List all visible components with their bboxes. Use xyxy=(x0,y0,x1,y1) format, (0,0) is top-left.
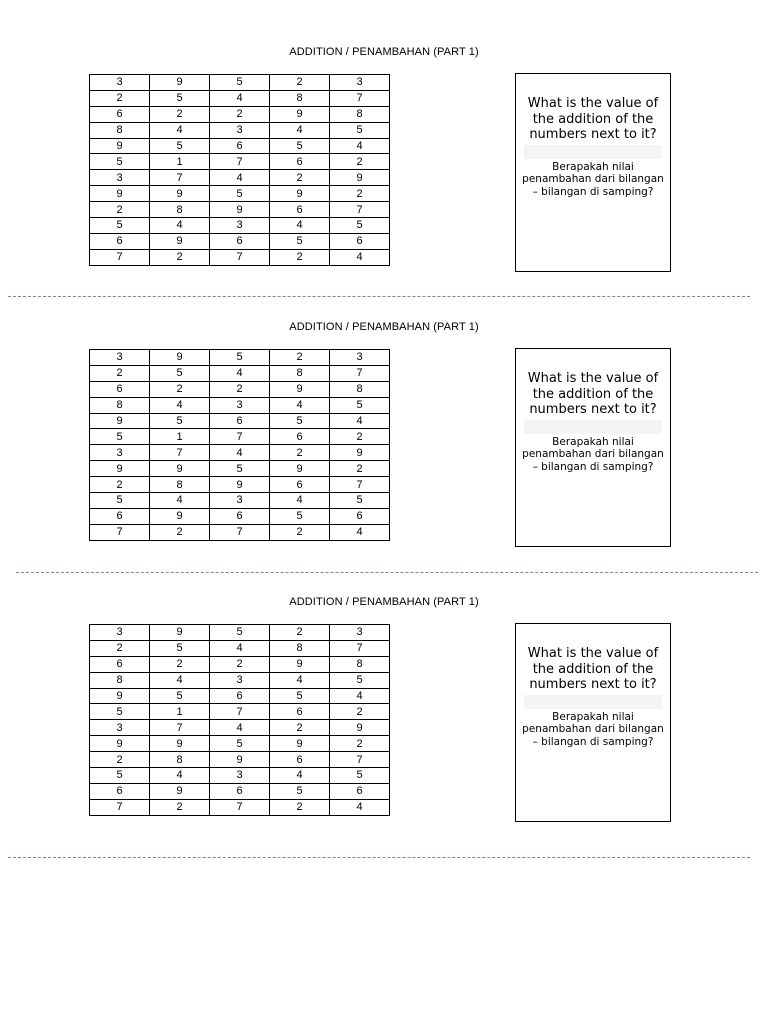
grid-row xyxy=(90,736,390,752)
grid-row xyxy=(90,493,390,509)
grid-cell: 5 xyxy=(150,138,210,154)
grid-row xyxy=(90,445,390,461)
grid-cell: 8 xyxy=(270,640,330,656)
question-indonesian: Berapakah nilai penambahan dari bilangan – bilangan di samping? xyxy=(522,160,664,198)
grid-row xyxy=(90,524,390,540)
grid-cell: 4 xyxy=(270,397,330,413)
grid-cell: 2 xyxy=(90,365,150,381)
grid-cell: 7 xyxy=(210,429,270,445)
grid-cell: 7 xyxy=(330,90,390,106)
grid-row xyxy=(90,768,390,784)
grid-row xyxy=(90,397,390,413)
grid-cell: 3 xyxy=(210,218,270,234)
grid-cell: 2 xyxy=(330,704,390,720)
grid-cell: 2 xyxy=(270,350,330,366)
number-grid xyxy=(89,74,390,266)
grid-cell: 9 xyxy=(270,656,330,672)
grid-cell: 9 xyxy=(150,461,210,477)
grid-cell: 8 xyxy=(150,202,210,218)
grid-cell: 6 xyxy=(210,233,270,249)
grid-cell: 4 xyxy=(150,122,210,138)
grid-cell: 6 xyxy=(330,783,390,799)
grid-cell: 5 xyxy=(270,508,330,524)
grid-cell: 2 xyxy=(150,381,210,397)
grid-cell: 6 xyxy=(90,381,150,397)
grid-cell: 6 xyxy=(210,688,270,704)
grid-row xyxy=(90,233,390,249)
grid-cell: 4 xyxy=(210,365,270,381)
grid-cell: 5 xyxy=(330,218,390,234)
grid-cell: 5 xyxy=(270,688,330,704)
grid-cell: 6 xyxy=(330,233,390,249)
grid-row xyxy=(90,249,390,265)
grid-cell: 5 xyxy=(270,783,330,799)
grid-cell: 5 xyxy=(270,138,330,154)
grid-cell: 8 xyxy=(330,106,390,122)
grid-cell: 3 xyxy=(90,170,150,186)
grid-cell: 7 xyxy=(210,799,270,815)
grid-cell: 2 xyxy=(270,75,330,91)
grid-cell: 8 xyxy=(330,381,390,397)
grid-cell: 3 xyxy=(330,350,390,366)
grid-cell: 2 xyxy=(210,656,270,672)
grid-cell: 6 xyxy=(90,106,150,122)
grid-cell: 2 xyxy=(330,186,390,202)
grid-row xyxy=(90,202,390,218)
grid-cell: 1 xyxy=(150,154,210,170)
grid-cell: 8 xyxy=(150,477,210,493)
grid-row xyxy=(90,75,390,91)
grid-cell: 7 xyxy=(210,154,270,170)
grid-cell: 3 xyxy=(330,625,390,641)
grid-cell: 9 xyxy=(90,186,150,202)
grid-cell: 9 xyxy=(150,508,210,524)
grid-cell: 7 xyxy=(210,524,270,540)
grid-cell: 4 xyxy=(210,90,270,106)
grid-cell: 3 xyxy=(90,75,150,91)
grid-cell: 2 xyxy=(330,736,390,752)
grid-cell: 9 xyxy=(270,106,330,122)
grid-cell: 5 xyxy=(210,736,270,752)
question-card xyxy=(515,73,671,272)
grid-cell: 2 xyxy=(210,106,270,122)
grid-row xyxy=(90,413,390,429)
worksheet-title: ADDITION / PENAMBAHAN (PART 1) xyxy=(289,46,479,58)
grid-cell: 7 xyxy=(150,445,210,461)
question-english: What is the value of the addition of the numbers next to it? xyxy=(527,646,659,692)
grid-cell: 9 xyxy=(150,350,210,366)
grid-cell: 5 xyxy=(210,350,270,366)
grid-cell: 6 xyxy=(270,477,330,493)
grid-row xyxy=(90,218,390,234)
grid-row xyxy=(90,752,390,768)
grid-cell: 6 xyxy=(90,233,150,249)
grid-cell: 4 xyxy=(150,218,210,234)
question-card xyxy=(515,348,671,547)
grid-cell: 5 xyxy=(90,704,150,720)
grid-cell: 6 xyxy=(270,154,330,170)
grid-cell: 2 xyxy=(270,524,330,540)
grid-cell: 6 xyxy=(270,704,330,720)
grid-cell: 4 xyxy=(330,688,390,704)
grid-row xyxy=(90,672,390,688)
grid-cell: 7 xyxy=(150,720,210,736)
grid-cell: 9 xyxy=(210,477,270,493)
grid-cell: 9 xyxy=(90,138,150,154)
worksheet-title: ADDITION / PENAMBAHAN (PART 1) xyxy=(289,321,479,333)
grid-cell: 2 xyxy=(330,154,390,170)
grid-cell: 4 xyxy=(270,672,330,688)
grid-row xyxy=(90,720,390,736)
grid-cell: 8 xyxy=(90,397,150,413)
grid-cell: 2 xyxy=(90,202,150,218)
grid-cell: 4 xyxy=(150,493,210,509)
grid-row xyxy=(90,170,390,186)
grid-cell: 9 xyxy=(330,445,390,461)
worksheet-title: ADDITION / PENAMBAHAN (PART 1) xyxy=(289,596,479,608)
grid-cell: 2 xyxy=(210,381,270,397)
grid-cell: 9 xyxy=(150,783,210,799)
worksheet-section-3 xyxy=(0,550,768,825)
question-indonesian: Berapakah nilai penambahan dari bilangan – bilangan di samping? xyxy=(522,435,664,473)
grid-cell: 5 xyxy=(210,625,270,641)
grid-cell: 2 xyxy=(330,429,390,445)
grid-cell: 9 xyxy=(150,233,210,249)
grid-cell: 6 xyxy=(210,783,270,799)
grid-cell: 5 xyxy=(90,154,150,170)
grid-row xyxy=(90,154,390,170)
grid-cell: 6 xyxy=(90,783,150,799)
grid-cell: 2 xyxy=(150,799,210,815)
grid-cell: 4 xyxy=(330,413,390,429)
worksheet-section-2 xyxy=(0,275,768,550)
grid-cell: 4 xyxy=(150,768,210,784)
grid-cell: 6 xyxy=(330,508,390,524)
grid-cell: 4 xyxy=(210,445,270,461)
grid-cell: 2 xyxy=(270,445,330,461)
grid-cell: 5 xyxy=(270,233,330,249)
grid-cell: 5 xyxy=(270,413,330,429)
grid-cell: 7 xyxy=(330,640,390,656)
grid-row xyxy=(90,783,390,799)
grid-cell: 7 xyxy=(150,170,210,186)
grid-row xyxy=(90,508,390,524)
grid-cell: 8 xyxy=(270,365,330,381)
grid-cell: 4 xyxy=(150,397,210,413)
grid-cell: 4 xyxy=(210,720,270,736)
grid-cell: 6 xyxy=(270,202,330,218)
grid-cell: 2 xyxy=(90,90,150,106)
grid-row xyxy=(90,90,390,106)
grid-cell: 7 xyxy=(90,799,150,815)
grid-cell: 9 xyxy=(270,461,330,477)
grid-cell: 9 xyxy=(90,736,150,752)
grid-cell: 9 xyxy=(210,202,270,218)
grid-cell: 6 xyxy=(210,138,270,154)
question-indonesian: Berapakah nilai penambahan dari bilangan – bilangan di samping? xyxy=(522,710,664,748)
grid-row xyxy=(90,429,390,445)
grid-cell: 3 xyxy=(210,768,270,784)
grid-cell: 8 xyxy=(330,656,390,672)
grid-cell: 7 xyxy=(330,477,390,493)
grid-cell: 4 xyxy=(210,170,270,186)
grid-row xyxy=(90,186,390,202)
grid-row xyxy=(90,656,390,672)
grid-cell: 7 xyxy=(330,365,390,381)
grid-cell: 6 xyxy=(270,429,330,445)
grid-cell: 4 xyxy=(270,493,330,509)
grid-cell: 7 xyxy=(210,704,270,720)
grid-cell: 3 xyxy=(330,75,390,91)
grid-cell: 5 xyxy=(330,397,390,413)
grid-cell: 9 xyxy=(90,413,150,429)
grid-cell: 8 xyxy=(90,122,150,138)
question-card xyxy=(515,623,671,822)
grid-cell: 9 xyxy=(330,720,390,736)
grid-cell: 5 xyxy=(150,688,210,704)
grid-cell: 2 xyxy=(270,249,330,265)
grid-cell: 9 xyxy=(270,186,330,202)
grid-cell: 5 xyxy=(210,461,270,477)
grid-cell: 4 xyxy=(270,768,330,784)
grid-cell: 2 xyxy=(270,799,330,815)
question-divider xyxy=(524,695,662,709)
grid-cell: 2 xyxy=(150,656,210,672)
grid-cell: 4 xyxy=(150,672,210,688)
grid-cell: 6 xyxy=(210,508,270,524)
grid-cell: 9 xyxy=(150,186,210,202)
grid-cell: 5 xyxy=(330,122,390,138)
number-grid xyxy=(89,624,390,816)
grid-cell: 2 xyxy=(150,249,210,265)
grid-row xyxy=(90,122,390,138)
grid-cell: 5 xyxy=(90,218,150,234)
question-divider xyxy=(524,420,662,434)
grid-row xyxy=(90,381,390,397)
grid-cell: 4 xyxy=(330,524,390,540)
number-grid xyxy=(89,349,390,541)
grid-cell: 2 xyxy=(90,752,150,768)
grid-cell: 4 xyxy=(210,640,270,656)
grid-cell: 5 xyxy=(90,429,150,445)
grid-cell: 1 xyxy=(150,704,210,720)
grid-cell: 8 xyxy=(90,672,150,688)
grid-row xyxy=(90,138,390,154)
grid-cell: 2 xyxy=(90,640,150,656)
grid-cell: 5 xyxy=(150,365,210,381)
grid-cell: 2 xyxy=(150,524,210,540)
grid-cell: 5 xyxy=(210,186,270,202)
grid-cell: 5 xyxy=(90,493,150,509)
grid-cell: 9 xyxy=(210,752,270,768)
grid-cell: 4 xyxy=(270,218,330,234)
grid-cell: 2 xyxy=(270,625,330,641)
grid-cell: 3 xyxy=(90,350,150,366)
grid-cell: 5 xyxy=(150,640,210,656)
grid-cell: 6 xyxy=(270,752,330,768)
grid-cell: 5 xyxy=(330,672,390,688)
grid-row xyxy=(90,704,390,720)
grid-cell: 2 xyxy=(90,477,150,493)
grid-row xyxy=(90,799,390,815)
question-divider xyxy=(524,145,662,159)
grid-cell: 9 xyxy=(270,736,330,752)
grid-row xyxy=(90,688,390,704)
grid-cell: 6 xyxy=(210,413,270,429)
grid-cell: 6 xyxy=(90,656,150,672)
grid-row xyxy=(90,625,390,641)
grid-cell: 8 xyxy=(270,90,330,106)
grid-row xyxy=(90,350,390,366)
grid-cell: 4 xyxy=(330,799,390,815)
grid-row xyxy=(90,477,390,493)
question-english: What is the value of the addition of the numbers next to it? xyxy=(527,371,659,417)
grid-cell: 5 xyxy=(150,413,210,429)
grid-cell: 2 xyxy=(270,720,330,736)
question-english: What is the value of the addition of the numbers next to it? xyxy=(527,96,659,142)
cut-line xyxy=(8,857,750,858)
grid-cell: 7 xyxy=(330,202,390,218)
grid-cell: 2 xyxy=(150,106,210,122)
grid-cell: 9 xyxy=(150,625,210,641)
grid-cell: 7 xyxy=(210,249,270,265)
grid-cell: 5 xyxy=(330,768,390,784)
grid-row xyxy=(90,640,390,656)
grid-cell: 2 xyxy=(270,170,330,186)
grid-cell: 1 xyxy=(150,429,210,445)
grid-row xyxy=(90,461,390,477)
grid-cell: 7 xyxy=(90,524,150,540)
grid-cell: 2 xyxy=(330,461,390,477)
grid-cell: 5 xyxy=(150,90,210,106)
grid-cell: 5 xyxy=(210,75,270,91)
grid-cell: 3 xyxy=(210,122,270,138)
worksheet-section-1 xyxy=(0,0,768,275)
grid-cell: 3 xyxy=(90,445,150,461)
grid-cell: 9 xyxy=(150,75,210,91)
grid-cell: 3 xyxy=(90,720,150,736)
grid-cell: 6 xyxy=(90,508,150,524)
grid-cell: 3 xyxy=(210,493,270,509)
grid-cell: 5 xyxy=(330,493,390,509)
grid-cell: 3 xyxy=(210,672,270,688)
grid-cell: 4 xyxy=(330,249,390,265)
grid-cell: 9 xyxy=(270,381,330,397)
grid-cell: 7 xyxy=(90,249,150,265)
grid-cell: 4 xyxy=(270,122,330,138)
grid-cell: 4 xyxy=(330,138,390,154)
grid-cell: 9 xyxy=(90,688,150,704)
grid-cell: 5 xyxy=(90,768,150,784)
grid-cell: 9 xyxy=(150,736,210,752)
grid-cell: 3 xyxy=(90,625,150,641)
grid-row xyxy=(90,106,390,122)
grid-cell: 9 xyxy=(90,461,150,477)
grid-cell: 9 xyxy=(330,170,390,186)
grid-cell: 3 xyxy=(210,397,270,413)
grid-row xyxy=(90,365,390,381)
grid-cell: 7 xyxy=(330,752,390,768)
grid-cell: 8 xyxy=(150,752,210,768)
